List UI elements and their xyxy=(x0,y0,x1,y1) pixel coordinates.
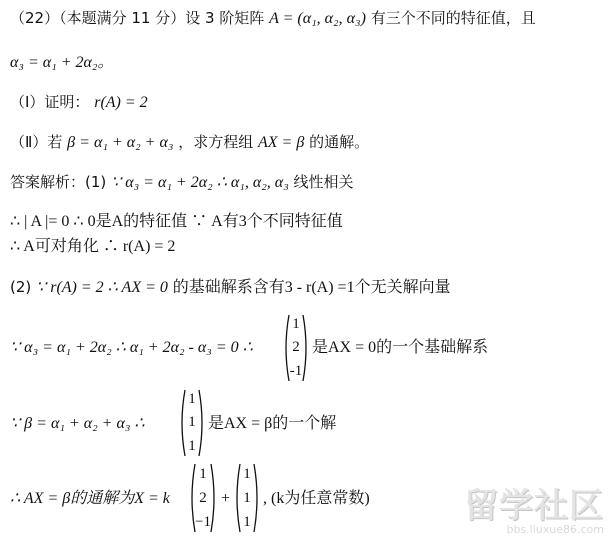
part2-beta: β = α₁ + α₂ + α₃ xyxy=(67,134,174,151)
solution-line-3 xyxy=(10,236,175,257)
solution-line-1-tail: 线性相关 xyxy=(293,173,354,191)
watermark-url: bbs.liuxue86.com xyxy=(506,523,604,536)
condition-line xyxy=(10,52,113,73)
condition-equation: α₃ = α₁ + 2α₂。 xyxy=(10,54,114,71)
vector-entry: 1 xyxy=(199,465,207,482)
part2-label: （Ⅱ）若 xyxy=(10,133,63,151)
basis-vector xyxy=(188,462,218,534)
watermark-title: 留学社区 xyxy=(464,486,604,526)
null-space-vector xyxy=(282,313,310,383)
part2-line xyxy=(10,132,369,153)
vector-entry: 1 xyxy=(243,513,251,530)
solution-line-4 xyxy=(10,277,451,298)
solution-line-7-tail: , (k为任意常数) xyxy=(263,490,370,507)
part1-math: r(A) = 2 xyxy=(94,94,148,111)
problem-header: （22）（本题满分 11 分）设 3 阶矩阵 xyxy=(10,9,265,27)
solution-line-3-text: ∴ A可对角化 ∴ r(A) = 2 xyxy=(10,238,176,255)
solution-line-6-tail-wrap xyxy=(208,413,336,434)
part1-label: （Ⅰ）证明： xyxy=(10,93,90,111)
solution-line-7 xyxy=(10,488,170,509)
vector-entry: −1 xyxy=(195,513,211,530)
particular-solution-vector xyxy=(178,388,206,458)
solution-line-4-math: ∵ r(A) = 2 ∴ AX = 0 xyxy=(36,279,168,296)
vector-entry: 2 xyxy=(292,339,300,356)
vector-entry: 1 xyxy=(243,465,251,482)
solution-line-4-tail: 的基础解系含有3 - r(A) =1个无关解向量 xyxy=(172,279,451,296)
solution-line-7-tail-wrap xyxy=(263,488,370,509)
part2-equation: AX = β xyxy=(258,134,305,151)
plus-sign-wrap xyxy=(221,488,230,509)
solution-line-5-tail-wrap xyxy=(312,337,488,358)
solution-line-4-label: (2) xyxy=(10,278,32,296)
vector-entry: 1 xyxy=(188,414,196,431)
vector-entry: 1 xyxy=(188,437,196,454)
problem-header-tail: 有三个不同的特征值，且 xyxy=(370,9,536,27)
solution-line-1 xyxy=(10,172,354,193)
solution-line-6 xyxy=(10,413,145,434)
part2-tail: 的通解。 xyxy=(309,133,370,151)
solution-line-5 xyxy=(10,337,253,358)
plus-sign: + xyxy=(221,490,231,507)
solution-label: 答案解析：(1) xyxy=(10,173,107,191)
solution-line-6-math: ∵ β = α₁ + α₂ + α₃ ∴ xyxy=(10,415,145,432)
particular-vector xyxy=(233,462,261,534)
solution-line-2-text: ∴ | A |= 0 ∴ 0是A的特征值 ∵ A有3个不同特征值 xyxy=(10,213,343,230)
solution-line-5-tail: 是AX = 0的一个基础解系 xyxy=(312,339,489,356)
problem-header-line xyxy=(10,8,536,29)
vector-entry: 1 xyxy=(188,391,196,408)
vector-entry: 2 xyxy=(199,489,207,506)
solution-line-7-math: ∴ AX = β的通解为X = k xyxy=(10,490,170,507)
solution-line-2 xyxy=(10,211,343,232)
solution-line-6-tail: 是AX = β的一个解 xyxy=(208,415,337,432)
vector-entry: 1 xyxy=(292,316,300,333)
matrix-definition: A = (α₁, α₂, α₃) xyxy=(269,10,366,27)
part1-line xyxy=(10,92,148,113)
vector-entry: 1 xyxy=(243,489,251,506)
part2-mid: ，求方程组 xyxy=(178,133,254,151)
solution-line-1-math: ∵ α₃ = α₁ + 2α₂ ∴ α₁, α₂, α₃ xyxy=(111,174,289,191)
watermark xyxy=(464,478,604,536)
solution-line-5-math: ∵ α₃ = α₁ + 2α₂ ∴ α₁ + 2α₂ - α₃ = 0 ∴ xyxy=(10,339,253,356)
vector-entry: -1 xyxy=(289,362,303,379)
